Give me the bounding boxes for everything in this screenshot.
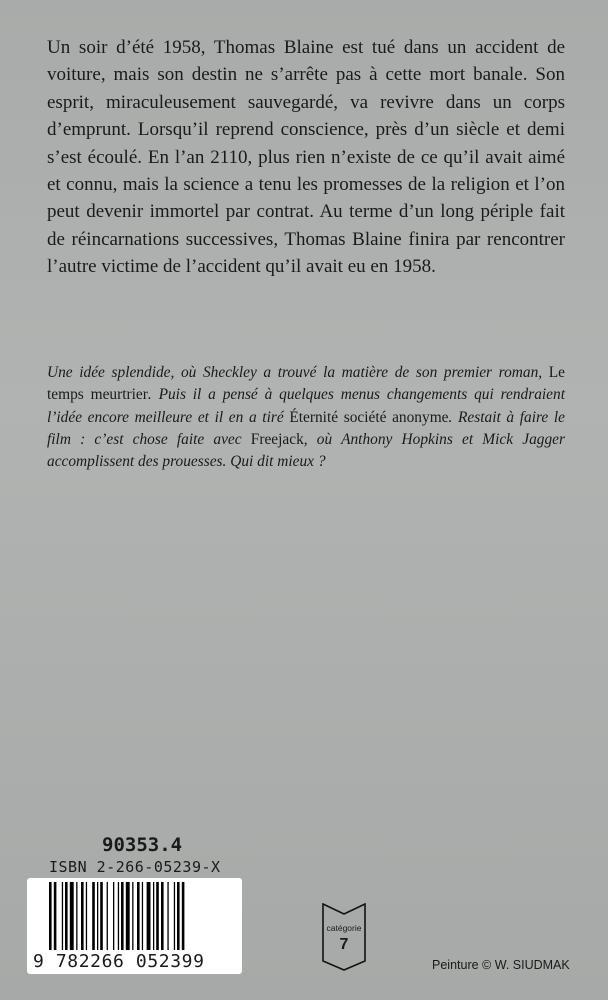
quote-title-1: Le temps meurtrier: [47, 364, 565, 404]
category-badge: [320, 903, 368, 971]
isbn-number: ISBN 2-266-05239-X: [49, 858, 221, 876]
category-number: 7: [339, 936, 349, 953]
product-code: 90353.4: [102, 834, 183, 856]
quote-part-2: . Puis il a pensé à quelques menus changements qui rendraient l’idée encore meilleure et il en a tiré: [47, 386, 565, 426]
quote-part-4: , où Anthony Hopkins et Mick Jagger accomplissent des prouesses. Qui dit mieux ?: [47, 430, 565, 471]
quote-part-3: . Restait à faire le film : c’est chose faite avec: [47, 408, 565, 448]
quote-part-1: Une idée splendide, où Sheckley a trouvé la matière de son premier roman,: [47, 364, 543, 381]
illustration-credit: Peinture © W. SIUDMAK: [432, 958, 570, 972]
barcode-digits: 9 782266 052399: [33, 951, 205, 972]
quote-title-3: Freejack: [250, 430, 304, 448]
barcode: [27, 878, 242, 974]
category-label: catégorie: [326, 923, 362, 933]
synopsis-text: Un soir d’été 1958, Thomas Blaine est tué dans un accident de voiture, mais son destin ne s’arrête pas à cette mort banale. Son esprit, miraculeusement sauvegardé, va revivre dans un corps d’emprunt. Lorsqu’il reprend conscience, près d’un siècle et demi s’est écoulé. En l’an 2110, plus rien n’existe de ce qu’il avait aimé et connu, mais la science a tenu les promesses de la religion et l’on peut devenir immortel par contrat. Au terme d’un long périple fait de réincarnations successives, Thomas Blaine finira par rencontrer l’autre victime de l’accident qu’il avait eu en 1958.: [47, 37, 565, 278]
quote-title-2: Éternité société anonyme: [289, 408, 449, 426]
barcode-bars: [49, 882, 221, 950]
review-quote: [47, 362, 565, 473]
